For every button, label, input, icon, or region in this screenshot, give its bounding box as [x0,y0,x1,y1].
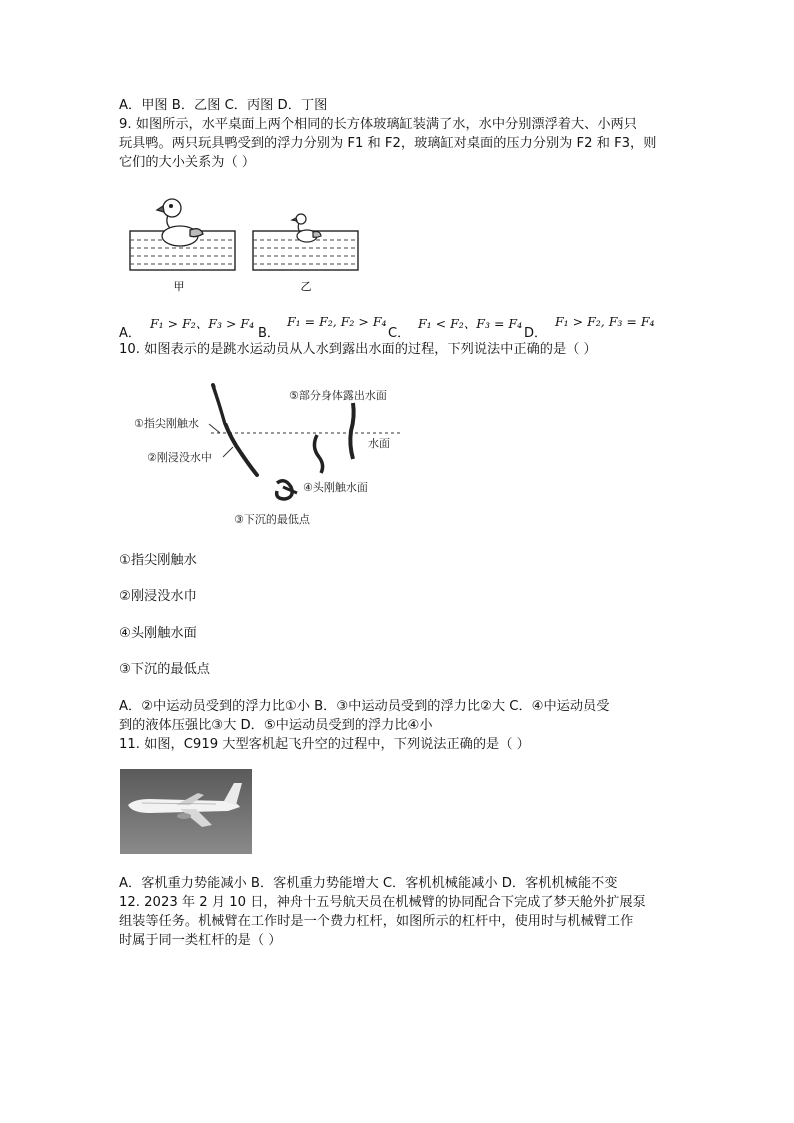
q12-line-2: 组装等任务。机械臂在工作时是一个费力杠杆，如图所示的杠杆中，使用时与机械臂工作 [119,914,634,929]
q9-option-a-formula: F₁ > F₂、F₃ > F₄ [150,316,255,331]
q9-option-d-formula: F₁ > F₂, F₃ = F₄ [555,314,655,329]
q11-options: A．客机重力势能减小 B．客机重力势能增大 C．客机机械能减小 D．客机机械能不变 [119,876,618,891]
q10-list-item-2: ②刚浸没水巾 [119,589,197,604]
q9-line-3: 它们的大小关系为（ ） [119,155,256,170]
q9-option-a-label: A． [119,326,141,341]
label-yi: 乙 [300,280,312,293]
q9-line-1: 9. 如图所示，水平桌面上两个相同的长方体玻璃缸装满了水，水中分别漂浮着大、小两只 [119,117,637,132]
q9-option-c-formula: F₁ < F₂、F₃ = F₄ [418,316,523,331]
q9-option-b-formula: F₁ = F₂, F₂ > F₄ [287,314,387,329]
small-duck-icon [292,214,321,242]
q11-line: 11. 如图，C919 大型客机起飞升空的过程中，下列说法正确的是（ ） [119,737,530,752]
q12-line-1: 12. 2023 年 2 月 10 日，神舟十五号航天员在机械臂的协同配合下完成了梦天舱外扩展泵 [119,895,646,910]
q9-duck-tanks-figure [125,190,365,300]
diver-head-surface-icon [314,435,322,473]
diver-label-4: ④头刚触水面 [303,481,368,494]
q10-list-item-3: ④头刚触水面 [119,626,197,641]
q11-airplane-photo [120,769,252,854]
q9-option-c-label: C． [388,326,411,341]
diver-label-5: ⑤部分身体露出水面 [289,389,387,402]
diver-label-1: ①指尖刚触水 [134,417,199,430]
diver-emerging-icon [350,403,353,459]
q9-option-d-label: D． [524,326,548,341]
q12-line-3: 时属于同一类杠杆的是（ ） [119,933,282,948]
q10-list-item-4: ③下沉的最低点 [119,662,210,677]
label-jia: 甲 [173,280,185,293]
diver-label-3: ③下沉的最低点 [234,513,310,526]
big-duck-icon [157,199,203,246]
q10-list-item-1: ①指尖刚触水 [119,553,197,568]
q10-line: 10. 如图表示的是跳水运动员从人水到露出水面的过程，下列说法中正确的是（ ） [119,342,597,357]
q9-option-b-label: B． [258,326,280,341]
q10-options-line-1: A．②中运动员受到的浮力比①小 B．③中运动员受到的浮力比②大 C．④中运动员受 [119,699,610,714]
q9-line-2: 玩具鸭。两只玩具鸭受到的浮力分别为 F1 和 F2，玻璃缸对桌面的压力分别为 F2 和 F3，则 [119,136,657,151]
q10-options-line-2: 到的液体压强比③大 D．⑤中运动员受到的浮力比④小 [119,718,433,733]
water-surface-label: 水面 [368,437,390,450]
diver-label-2: ②刚浸没水中 [147,451,212,464]
q8-options: A．甲图 B．乙图 C．丙图 D．丁图 [119,98,328,113]
q10-diver-figure [125,375,415,530]
